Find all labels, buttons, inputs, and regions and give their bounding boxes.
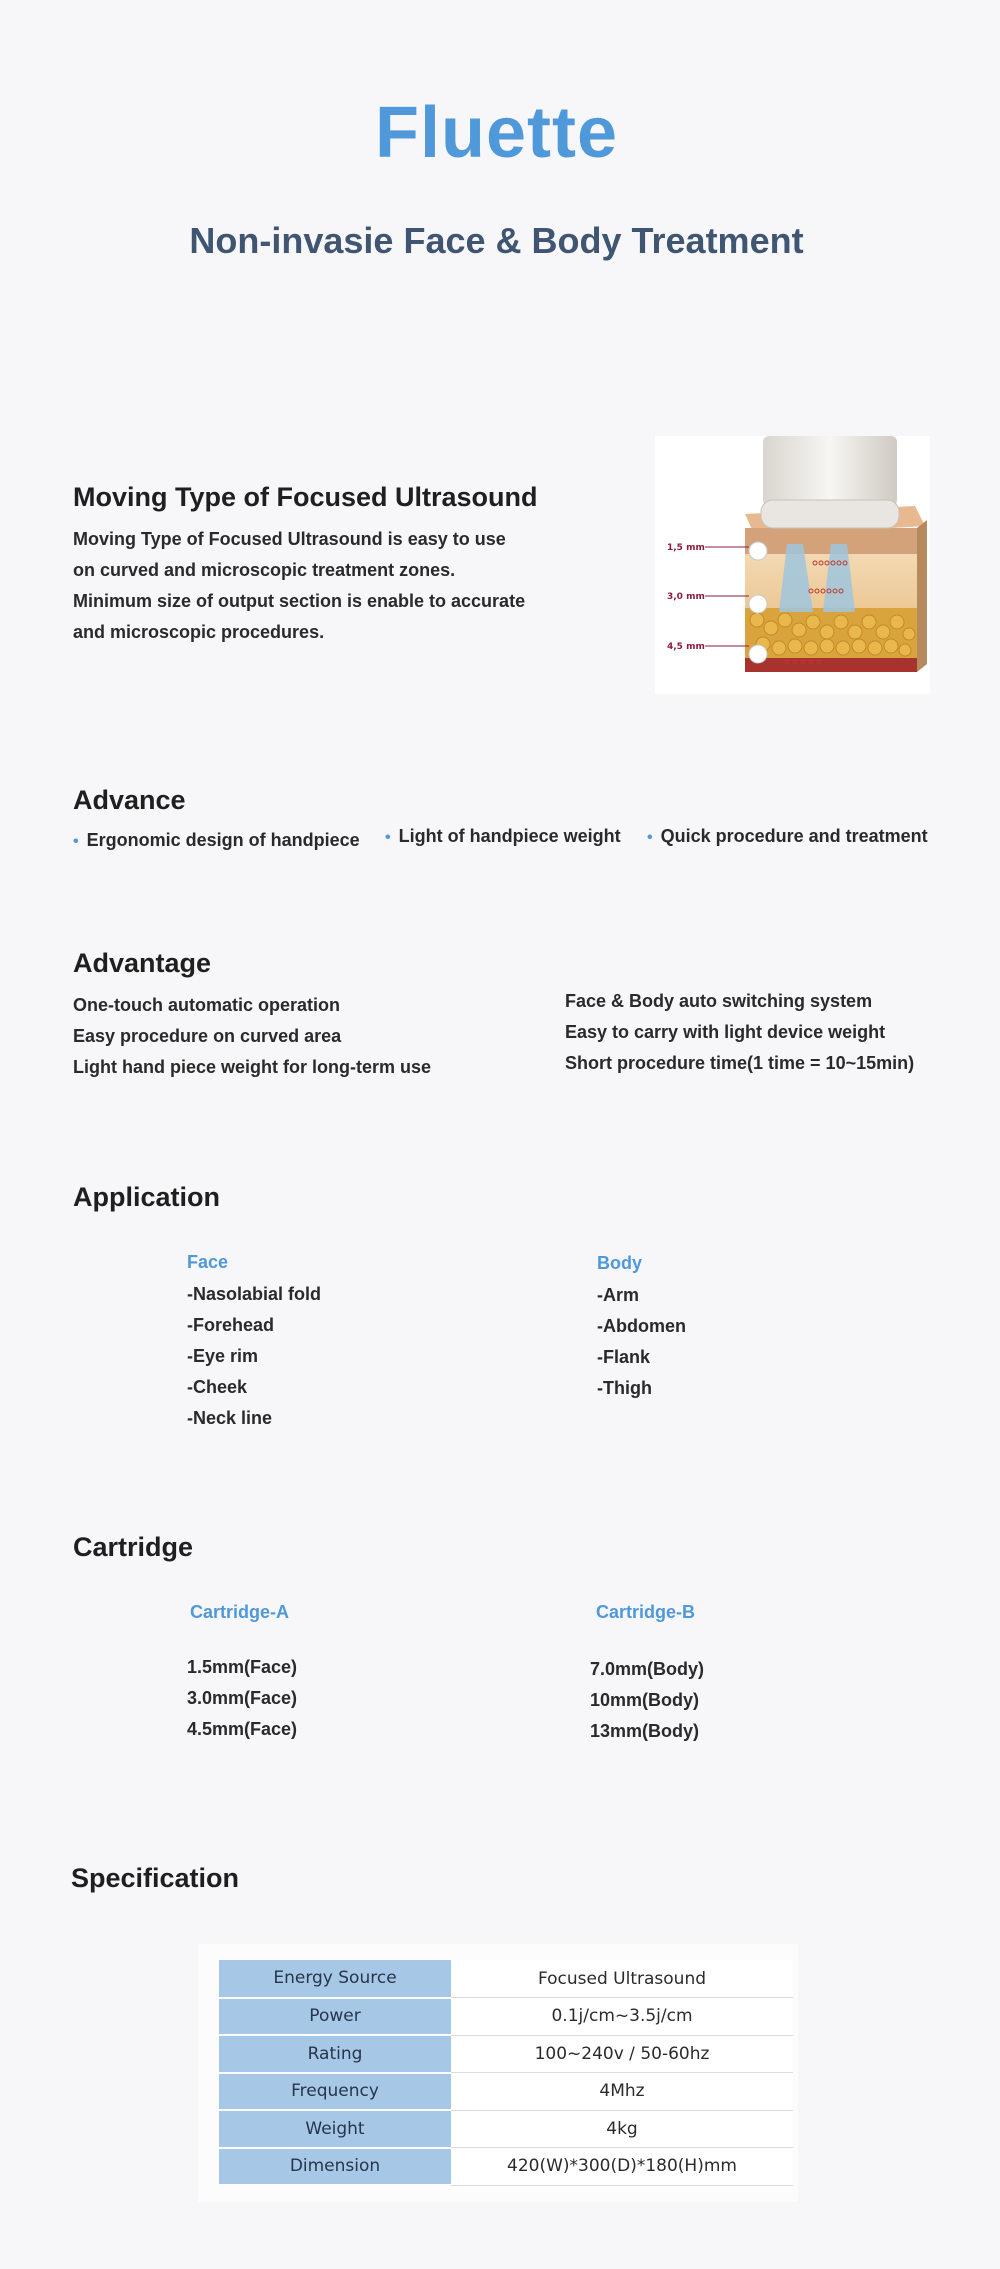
list-item: -Abdomen xyxy=(597,1316,686,1336)
spec-value: Focused Ultrasound xyxy=(451,1960,793,1998)
list-item: 10mm(Body) xyxy=(590,1690,700,1710)
intro-line: and microscopic procedures. xyxy=(73,622,325,642)
advantage-item: Light hand piece weight for long-term use xyxy=(73,1057,432,1077)
cartridge-a-label: Cartridge-A xyxy=(190,1602,290,1622)
application-body-label: Body xyxy=(597,1253,642,1273)
advance-item-label: Quick procedure and treatment xyxy=(660,826,928,846)
list-item: -Cheek xyxy=(187,1377,248,1397)
advance-item xyxy=(385,826,621,847)
table-row xyxy=(219,2148,793,2186)
advantage-right-list xyxy=(565,986,914,1079)
list-item: -Eye rim xyxy=(187,1346,259,1366)
list-item: -Forehead xyxy=(187,1315,275,1335)
list-item: -Arm xyxy=(597,1285,640,1305)
spec-key: Power xyxy=(219,1998,451,2036)
advantage-left-list xyxy=(73,990,431,1083)
list-item: 3.0mm(Face) xyxy=(187,1688,298,1708)
intro-line: Moving Type of Focused Ultrasound is easy to use xyxy=(73,529,506,549)
cartridge-heading: Cartridge xyxy=(73,1532,194,1562)
depth-label-2: 3,0 mm xyxy=(667,592,705,602)
spec-key: Energy Source xyxy=(219,1960,451,1998)
bullet-dot-icon: • xyxy=(647,829,653,846)
advance-item xyxy=(647,826,928,847)
ultrasound-skin-illustration xyxy=(655,436,930,694)
spec-value: 4Mhz xyxy=(451,2073,793,2111)
spec-key: Dimension xyxy=(219,2148,451,2186)
intro-description xyxy=(73,524,525,648)
intro-line: Minimum size of output section is enable to accurate xyxy=(73,591,526,611)
list-item: 4.5mm(Face) xyxy=(187,1719,298,1739)
advantage-item: Short procedure time(1 time = 10~15min) xyxy=(565,1053,915,1073)
list-item: 13mm(Body) xyxy=(590,1721,700,1741)
spec-value: 420(W)*300(D)*180(H)mm xyxy=(451,2148,793,2186)
table-row xyxy=(219,1960,793,1998)
brand-subtitle: Non-invasie Face & Body Treatment xyxy=(189,220,804,261)
list-item: -Neck line xyxy=(187,1408,273,1428)
cartridge-a-list xyxy=(187,1652,297,1745)
cartridge-b-label: Cartridge-B xyxy=(596,1602,696,1622)
advantage-item: Easy procedure on curved area xyxy=(73,1026,342,1046)
bullet-dot-icon: • xyxy=(73,833,79,850)
table-row xyxy=(219,2035,793,2073)
intro-heading: Moving Type of Focused Ultrasound xyxy=(73,482,538,512)
list-item: 1.5mm(Face) xyxy=(187,1657,298,1677)
brand-title: Fluette xyxy=(374,93,618,173)
list-item: 7.0mm(Body) xyxy=(590,1659,705,1679)
specification-heading: Specification xyxy=(71,1863,240,1893)
depth-label-3: 4,5 mm xyxy=(667,642,705,652)
spec-value: 4kg xyxy=(451,2110,793,2148)
spec-key: Frequency xyxy=(219,2073,451,2111)
spec-value: 100~240v / 50-60hz xyxy=(451,2035,793,2073)
advantage-item: Face & Body auto switching system xyxy=(565,991,873,1011)
spec-key: Rating xyxy=(219,2035,451,2073)
spec-table xyxy=(219,1960,793,2186)
advance-heading: Advance xyxy=(73,785,186,815)
list-item: -Thigh xyxy=(597,1378,652,1398)
spec-key: Weight xyxy=(219,2110,451,2148)
list-item: -Nasolabial fold xyxy=(187,1284,322,1304)
depth-label-1: 1,5 mm xyxy=(667,543,705,553)
advance-item-label: Light of handpiece weight xyxy=(398,826,621,846)
table-row xyxy=(219,1998,793,2036)
cartridge-b-list xyxy=(590,1654,704,1747)
application-body-list xyxy=(597,1280,686,1404)
list-item: -Flank xyxy=(597,1347,651,1367)
application-face-label: Face xyxy=(187,1252,229,1272)
spec-value: 0.1j/cm~3.5j/cm xyxy=(451,1998,793,2036)
application-heading: Application xyxy=(73,1182,220,1212)
bullet-dot-icon: • xyxy=(385,829,391,846)
advantage-heading: Advantage xyxy=(73,948,212,978)
advance-item xyxy=(73,830,360,851)
application-face-list xyxy=(187,1279,321,1434)
advance-item-label: Ergonomic design of handpiece xyxy=(86,830,360,850)
advantage-item: Easy to carry with light device weight xyxy=(565,1022,886,1042)
table-row xyxy=(219,2110,793,2148)
intro-line: on curved and microscopic treatment zones. xyxy=(73,560,456,580)
table-row xyxy=(219,2073,793,2111)
advantage-item: One-touch automatic operation xyxy=(73,995,341,1015)
